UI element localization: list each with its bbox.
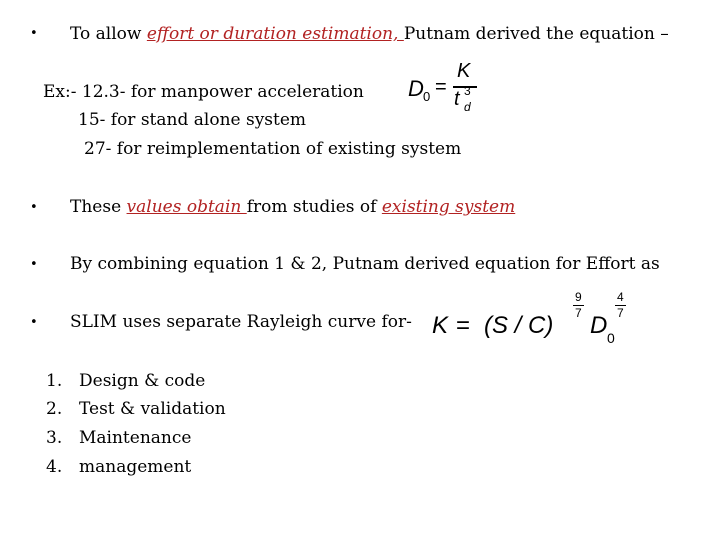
eq2-base2: D [590,312,608,339]
equation-effort [432,290,632,352]
eq1-equals: = [435,76,447,98]
line2-highlight-system: existing system [381,197,516,217]
list-number: 3. [46,428,63,448]
line2-highlight-values: values obtain [126,197,247,217]
list-text: management [79,457,192,477]
list-text: Maintenance [79,428,192,448]
example-line-3: 27- for reimplementation of existing system [84,139,462,159]
example-first: 12.3- for manpower acceleration [81,82,364,102]
eq1-denominator: t [454,88,460,110]
list-number: 4. [46,457,63,477]
line-slim-rayleigh: SLIM uses separate Rayleigh curve for- [70,312,412,332]
eq1-lhs: D [408,76,424,101]
eq2-exp2-num: 4 [617,290,624,304]
equation-duration [408,62,478,120]
eq2-lhs: K [432,312,449,339]
eq1-lhs-sub: 0 [423,89,431,104]
line-putnam-equation [70,24,669,44]
line1-highlight: effort or duration estimation, [146,24,404,44]
bullet-marker: • [30,315,38,330]
eq2-exp2-den: 7 [617,306,624,320]
line2-middle: from studies of [246,197,382,217]
example-line-1 [43,82,364,102]
eq2-equals: = [456,312,471,339]
list-text: Test & validation [79,399,226,419]
line-values-obtain [70,197,515,217]
line1-before: To allow [70,24,147,44]
line1-after: Putnam derived the equation – [403,24,669,44]
list-number: 2. [46,399,63,419]
line2-before: These [70,197,127,217]
example-line-2: 15- for stand alone system [78,110,307,130]
eq1-numerator: K [457,60,471,82]
eq1-den-sub: d [464,100,471,114]
eq2-exp1-num: 9 [575,290,582,304]
bullet-marker: • [30,26,38,41]
eq2-exp1-den: 7 [575,306,582,320]
list-item [46,457,191,477]
eq2-base2-sub: 0 [607,330,615,346]
list-item [46,399,226,419]
list-number: 1. [46,371,63,391]
eq1-den-sup: 3 [464,84,471,98]
list-text: Design & code [79,371,206,391]
bullet-marker: • [30,200,38,215]
line-combining-equations: By combining equation 1 & 2, Putnam derived equation for Effort as [70,254,660,274]
list-item [46,371,205,391]
list-item [46,428,191,448]
bullet-marker: • [30,257,38,272]
eq2-paren: (S / C) [484,312,554,339]
example-label: Ex:- [43,82,77,102]
